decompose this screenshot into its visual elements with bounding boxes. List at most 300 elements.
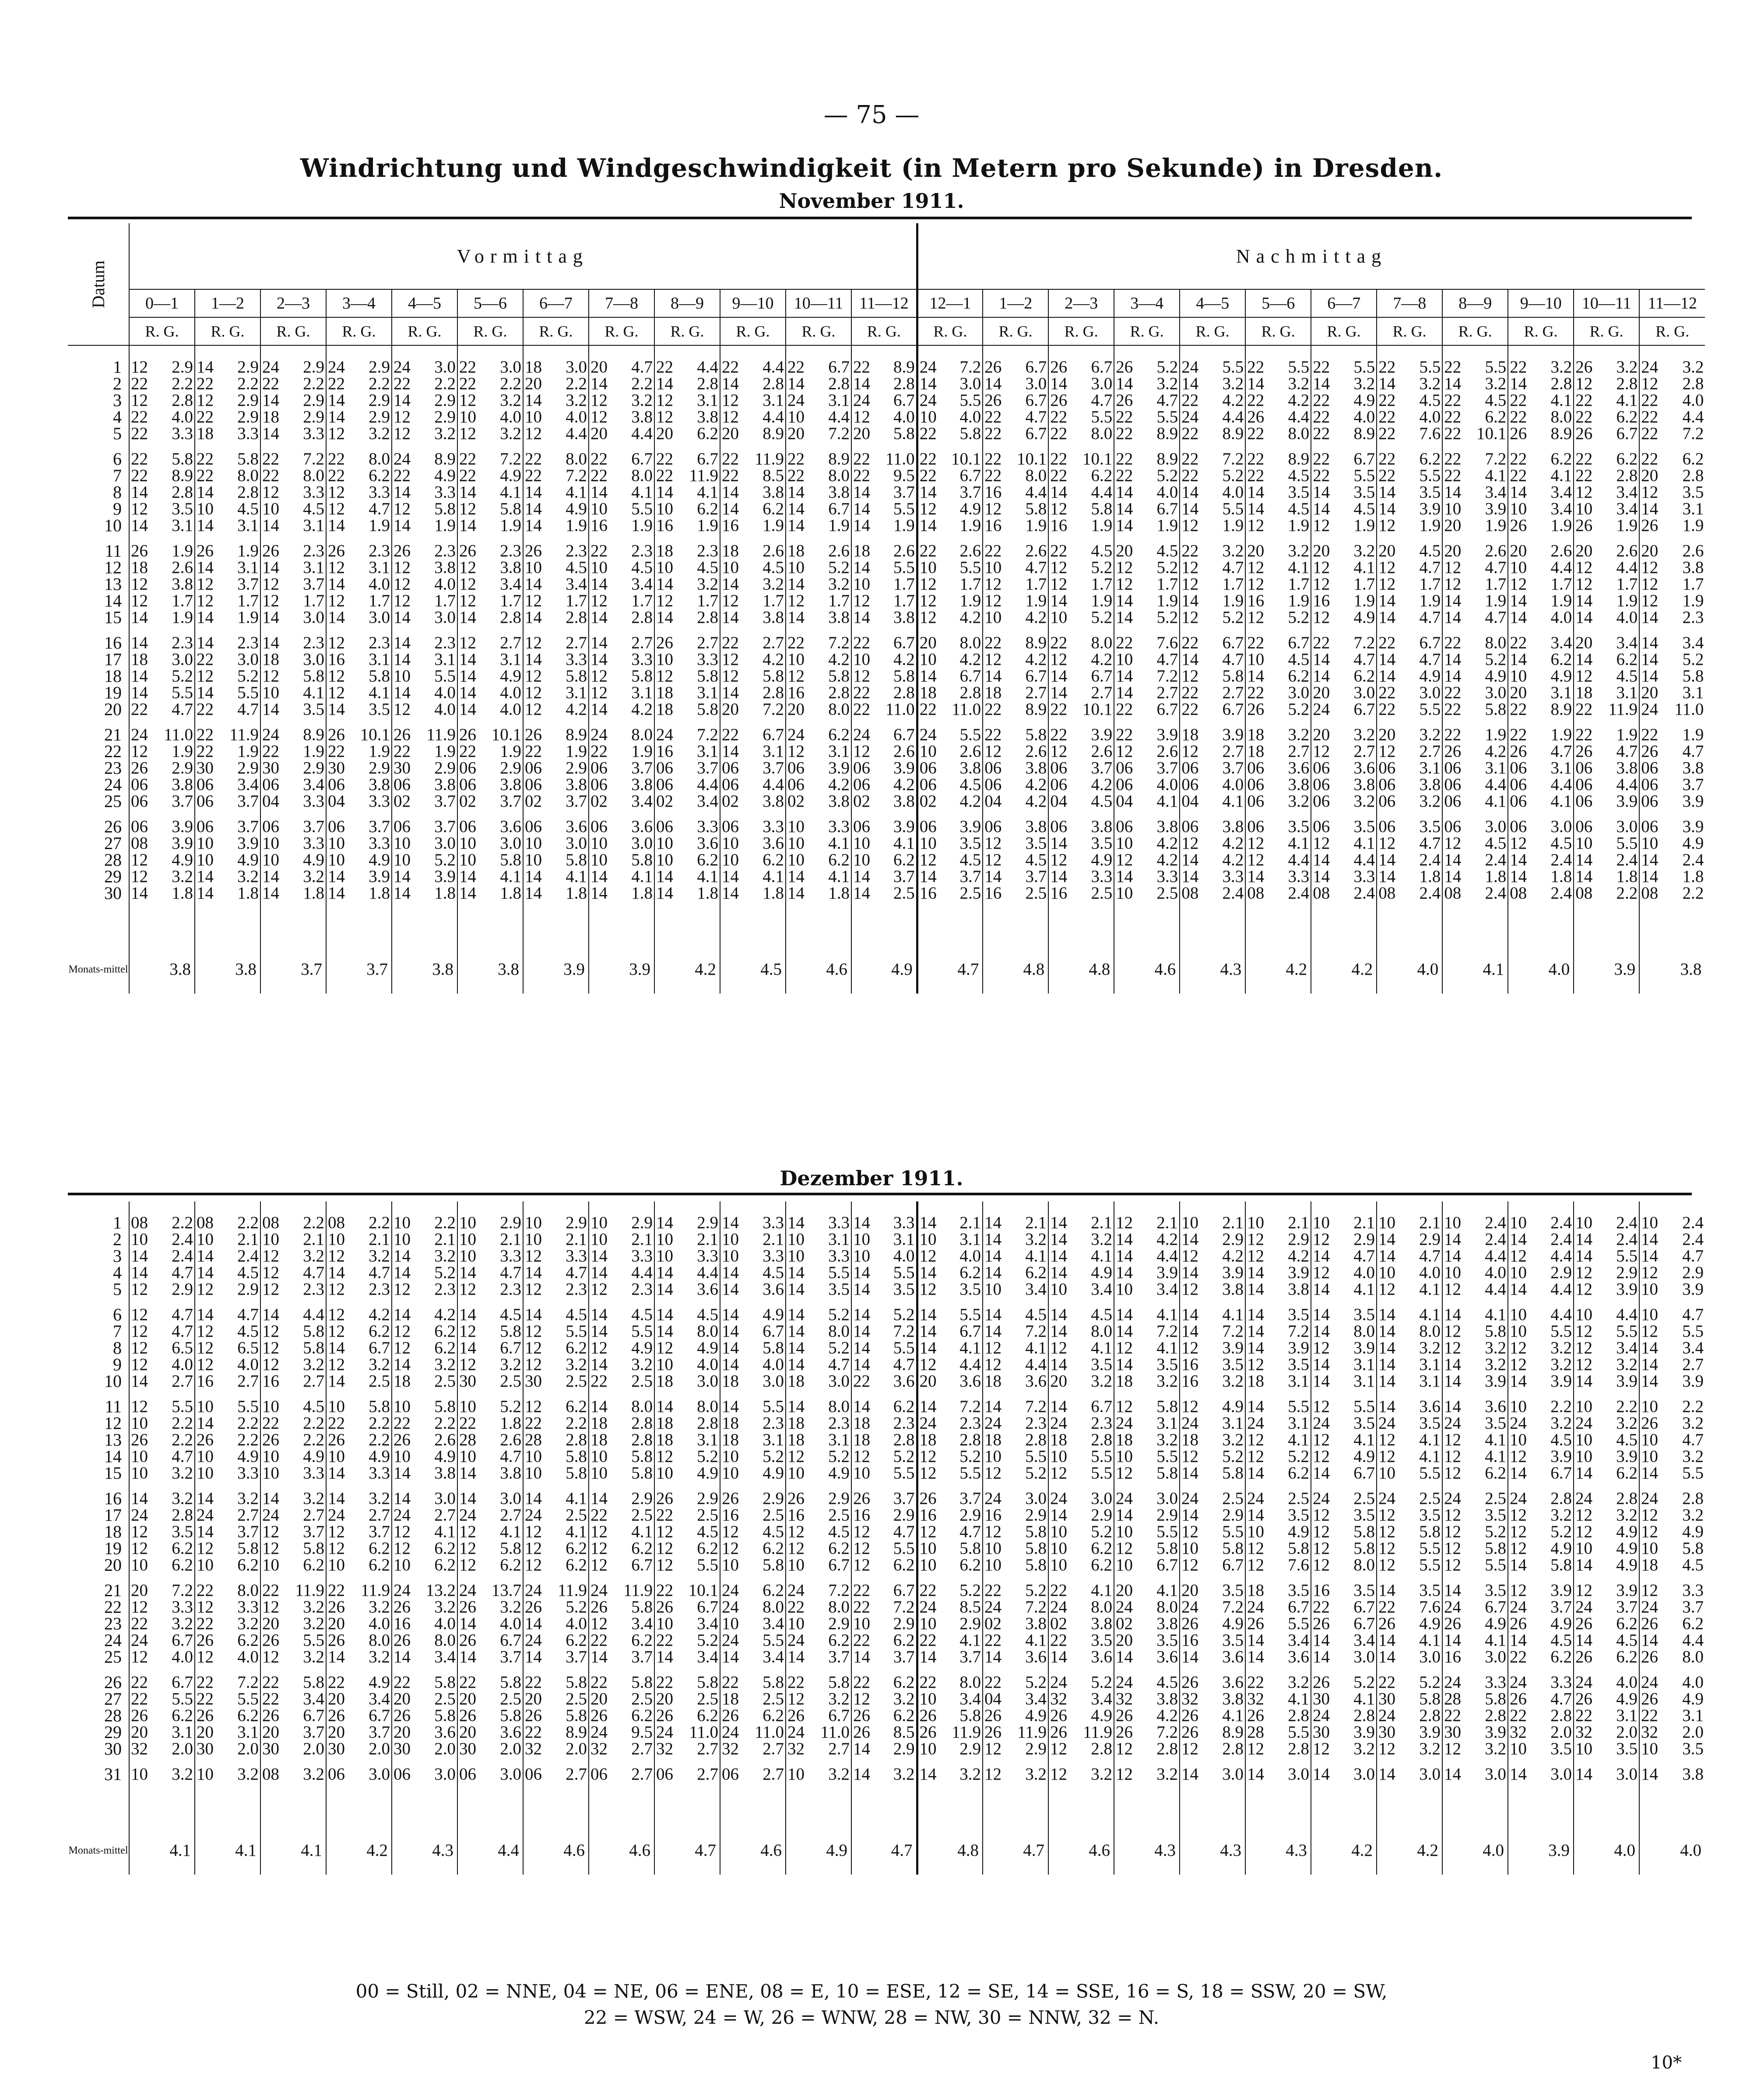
speed-cell: 5.5 [1222, 501, 1244, 517]
speed-cell: 3.6 [434, 1724, 456, 1741]
speed-cell: 2.8 [1222, 1741, 1244, 1757]
speed-cell: 5.2 [959, 1582, 981, 1599]
direction-cell: 24 [1508, 1674, 1532, 1691]
direction-cell: 14 [1377, 1766, 1401, 1783]
speed-cell: 5.8 [1682, 668, 1704, 685]
speed-cell: 5.5 [237, 685, 259, 701]
gap-cell [1664, 534, 1705, 543]
gap-cell [326, 810, 351, 818]
speed-cell: 2.7 [237, 1507, 259, 1524]
gap-cell [1335, 1665, 1377, 1674]
direction-cell: 12 [917, 593, 942, 609]
spacer-cell [917, 345, 942, 359]
direction-cell: 22 [1442, 409, 1467, 425]
speed-cell: 2.3 [697, 543, 718, 559]
table-row [68, 727, 1705, 743]
speed-cell: 4.1 [1288, 835, 1310, 852]
speed-cell: 2.8 [828, 685, 850, 701]
speed-cell: 4.4 [1550, 1306, 1572, 1323]
speed-cell: 3.7 [828, 1649, 850, 1665]
speed-cell: 5.5 [1353, 467, 1375, 484]
speed-cell: 5.8 [631, 1599, 653, 1615]
speed-cell: 3.1 [172, 1724, 193, 1741]
gap-cell [154, 534, 195, 543]
speed-cell: 1.8 [172, 885, 193, 902]
direction-cell: 06 [1245, 760, 1270, 776]
speed-cell: 3.8 [434, 1465, 456, 1482]
speed-cell: 3.5 [1419, 818, 1441, 835]
gap-cell [1664, 1757, 1705, 1766]
direction-cell: 14 [260, 868, 285, 885]
direction-cell: 26 [720, 1490, 745, 1507]
gap-cell [1335, 1298, 1377, 1306]
speed-cell: 8.9 [1025, 701, 1047, 718]
direction-cell: 24 [786, 727, 810, 743]
spacer-cell [810, 1201, 851, 1215]
speed-cell: 6.7 [1091, 668, 1113, 685]
speed-cell: 6.7 [631, 1557, 653, 1573]
gap-cell [1639, 1482, 1664, 1490]
table-row [68, 1582, 1705, 1599]
speed-cell: 5.5 [172, 1691, 193, 1707]
direction-cell: 12 [589, 685, 613, 701]
speed-cell: 6.2 [1288, 668, 1310, 685]
direction-cell: 04 [983, 793, 1007, 810]
speed-cell: 4.5 [303, 1398, 324, 1415]
direction-cell: 12 [983, 1766, 1007, 1783]
speed-cell: 3.8 [1222, 1281, 1244, 1298]
direction-cell: 14 [786, 484, 810, 501]
direction-cell: 24 [1574, 1674, 1598, 1691]
direction-cell: 22 [129, 409, 154, 425]
direction-cell: 14 [720, 1306, 745, 1323]
direction-cell: 14 [1048, 868, 1073, 885]
gap-cell [1467, 442, 1508, 451]
speed-cell: 4.5 [1288, 651, 1310, 668]
speed-cell: 3.8 [500, 1465, 521, 1482]
speed-cell: 2.8 [828, 376, 850, 392]
direction-cell: 22 [851, 451, 876, 467]
speed-cell: 2.6 [1025, 743, 1047, 760]
direction-cell: 12 [654, 668, 679, 685]
speed-cell: 1.9 [1222, 517, 1244, 534]
speed-cell: 4.9 [1616, 1557, 1638, 1573]
gap-cell [457, 1390, 482, 1398]
day-number: 10 [104, 517, 122, 534]
speed-cell: 2.6 [893, 743, 915, 760]
direction-cell: 10 [195, 501, 219, 517]
direction-cell: 10 [195, 1766, 219, 1783]
spacer-cell [1180, 345, 1204, 359]
direction-cell: 14 [720, 501, 745, 517]
day-number: 29 [104, 1724, 122, 1741]
speed-cell: 1.7 [1550, 576, 1572, 593]
gap-cell [457, 1757, 482, 1766]
direction-cell: 18 [654, 1373, 679, 1390]
speed-cell: 3.2 [1485, 1356, 1506, 1373]
direction-cell: 22 [1377, 1599, 1401, 1615]
speed-cell: 4.1 [1485, 1632, 1506, 1649]
gap-cell [983, 810, 1007, 818]
speed-cell: 5.2 [1288, 609, 1310, 626]
spacer-cell [1377, 345, 1401, 359]
speed-cell: 3.2 [303, 1490, 324, 1507]
spacer-cell [876, 345, 917, 359]
speed-cell: 2.9 [500, 760, 521, 776]
direction-cell: 14 [1048, 1507, 1073, 1524]
speed-cell: 4.5 [1156, 1674, 1178, 1691]
speed-cell: 2.2 [566, 1415, 587, 1432]
spacer-cell [1048, 902, 1073, 945]
direction-cell: 14 [1377, 593, 1401, 609]
direction-cell: 12 [1114, 1215, 1139, 1231]
day-number: 11 [105, 543, 122, 559]
direction-cell: 14 [523, 1306, 548, 1323]
direction-cell: 22 [326, 743, 351, 760]
direction-cell: 32 [1048, 1691, 1073, 1707]
gap-cell [1139, 810, 1180, 818]
direction-cell: 06 [1508, 760, 1532, 776]
direction-cell: 10 [983, 1540, 1007, 1557]
direction-cell: 14 [260, 517, 285, 534]
gap-cell [285, 718, 326, 727]
direction-cell: 28 [523, 1432, 548, 1448]
direction-cell: 26 [129, 1707, 154, 1724]
speed-cell: 1.9 [1485, 727, 1507, 743]
speed-cell: 4.5 [1419, 543, 1441, 559]
direction-cell: 10 [1508, 668, 1532, 685]
gap-cell [589, 1665, 613, 1674]
direction-cell: 14 [260, 701, 285, 718]
gap-cell [679, 718, 720, 727]
speed-cell: 5.8 [1156, 1540, 1178, 1557]
direction-cell: 22 [260, 451, 285, 467]
speed-cell: 3.7 [303, 818, 324, 835]
rg-header: R. G. [851, 317, 917, 345]
speed-cell: 3.0 [434, 835, 456, 852]
gap-cell [195, 1482, 219, 1490]
gap-cell [1114, 718, 1139, 727]
speed-cell: 6.2 [1091, 467, 1113, 484]
direction-cell: 10 [786, 1557, 810, 1573]
speed-cell: 3.2 [369, 1248, 390, 1264]
gap-cell [810, 626, 851, 635]
direction-cell: 14 [1639, 668, 1664, 685]
speed-cell: 3.3 [893, 1215, 915, 1231]
speed-cell: 3.2 [1222, 1373, 1244, 1390]
gap-cell [1664, 1482, 1705, 1490]
direction-cell: 26 [1245, 409, 1270, 425]
speed-cell: 6.2 [631, 1707, 653, 1724]
direction-cell: 12 [1245, 1231, 1270, 1248]
direction-cell: 30 [1377, 1691, 1401, 1707]
gap-cell [1598, 810, 1639, 818]
direction-cell: 22 [195, 409, 219, 425]
direction-cell: 12 [523, 685, 548, 701]
direction-cell: 12 [1442, 1524, 1467, 1540]
speed-cell: 10.1 [688, 1582, 718, 1599]
direction-cell: 12 [1639, 1507, 1664, 1524]
speed-cell: 2.2 [172, 1215, 193, 1231]
speed-cell: 5.8 [697, 668, 718, 685]
direction-cell: 12 [786, 1691, 810, 1707]
speed-cell: 2.5 [763, 1691, 784, 1707]
direction-cell: 10 [654, 852, 679, 868]
speed-cell: 2.8 [566, 1432, 587, 1448]
table-row [68, 451, 1705, 467]
direction-cell: 22 [1508, 451, 1532, 467]
speed-cell: 4.9 [237, 1448, 259, 1465]
speed-cell: 2.1 [303, 1231, 324, 1248]
speed-cell: 3.0 [1550, 1766, 1572, 1783]
direction-cell: 26 [1048, 392, 1073, 409]
direction-cell: 22 [1311, 635, 1335, 651]
speed-cell: 8.0 [828, 1323, 850, 1340]
direction-cell: 14 [1442, 376, 1467, 392]
speed-cell: 6.7 [369, 1340, 390, 1356]
direction-cell: 06 [654, 818, 679, 835]
speed-cell: 1.7 [369, 593, 390, 609]
speed-cell: 4.5 [1025, 852, 1047, 868]
direction-cell: 14 [1442, 1231, 1467, 1248]
speed-cell: 8.0 [631, 1398, 653, 1415]
speed-cell: 3.7 [237, 1524, 259, 1540]
speed-cell: 3.5 [1353, 1507, 1375, 1524]
speed-cell: 2.7 [369, 1507, 390, 1524]
speed-cell: 2.5 [434, 1373, 456, 1390]
legend-line-2: 22 = WSW, 24 = W, 26 = WNW, 28 = NW, 30 = NNW, 32 = N. [583, 2007, 1160, 2028]
direction-cell: 22 [392, 1415, 416, 1432]
speed-cell: 3.4 [500, 576, 521, 593]
table-row [68, 1231, 1705, 1248]
day-number: 11 [105, 1398, 122, 1415]
speed-cell: 8.5 [959, 1599, 981, 1615]
speed-cell: 3.3 [500, 1248, 521, 1264]
speed-cell: 3.5 [1419, 1507, 1441, 1524]
direction-cell: 10 [1114, 1281, 1139, 1298]
speed-cell: 3.2 [1222, 1432, 1244, 1448]
speed-cell: 2.2 [500, 376, 521, 392]
direction-cell: 14 [1442, 1766, 1467, 1783]
direction-cell: 12 [917, 609, 942, 626]
speed-cell: 3.8 [1025, 1615, 1047, 1632]
direction-cell: 14 [1114, 484, 1139, 501]
direction-cell: 14 [326, 885, 351, 902]
speed-cell: 3.9 [1222, 1264, 1244, 1281]
direction-cell: 22 [1508, 701, 1532, 718]
speed-cell: 3.3 [237, 425, 259, 442]
direction-cell: 26 [457, 1599, 482, 1615]
speed-cell: 5.8 [1353, 1524, 1375, 1540]
speed-cell: 2.7 [1222, 685, 1244, 701]
direction-cell: 12 [326, 668, 351, 685]
direction-cell: 06 [1377, 793, 1401, 810]
direction-cell: 14 [1377, 1398, 1401, 1415]
speed-cell: 3.2 [303, 1649, 324, 1665]
gap-cell [876, 626, 917, 635]
direction-cell: 22 [1639, 392, 1664, 409]
speed-cell: 3.2 [828, 1691, 850, 1707]
speed-cell: 6.2 [434, 1540, 456, 1557]
speed-cell: 5.8 [500, 1323, 521, 1340]
speed-cell: 1.8 [1616, 868, 1638, 885]
speed-cell: 1.7 [237, 593, 259, 609]
direction-cell: 24 [392, 1582, 416, 1599]
direction-cell: 12 [1377, 743, 1401, 760]
day-number: 16 [104, 635, 122, 651]
speed-cell: 3.2 [1025, 1231, 1047, 1248]
direction-cell: 14 [457, 1615, 482, 1632]
speed-cell: 2.8 [697, 376, 718, 392]
spacer-cell [1007, 345, 1048, 359]
spacer-cell [589, 1783, 613, 1826]
direction-cell: 14 [1508, 1281, 1532, 1298]
speed-cell: 11.9 [1608, 701, 1638, 718]
direction-cell: 06 [1180, 818, 1204, 835]
direction-cell: 22 [720, 467, 745, 484]
direction-cell: 14 [851, 1264, 876, 1281]
direction-cell: 24 [786, 1724, 810, 1741]
direction-cell: 12 [1508, 1507, 1532, 1524]
direction-cell: 20 [589, 1691, 613, 1707]
direction-cell: 22 [1377, 1674, 1401, 1691]
gap-cell [983, 534, 1007, 543]
spacer-cell [1270, 902, 1311, 945]
speed-cell: 6.7 [1288, 635, 1310, 651]
direction-cell: 26 [392, 1632, 416, 1649]
direction-cell: 22 [917, 451, 942, 467]
speed-cell: 3.1 [1419, 1356, 1441, 1373]
direction-cell: 12 [1114, 852, 1139, 868]
speed-cell: 4.5 [1353, 501, 1375, 517]
speed-cell: 2.8 [1616, 1490, 1638, 1507]
direction-cell: 14 [720, 1215, 745, 1231]
speed-cell: 3.5 [1091, 1632, 1112, 1649]
speed-cell: 4.1 [1419, 1281, 1441, 1298]
gap-cell [195, 1298, 219, 1306]
direction-cell: 12 [851, 668, 876, 685]
gap-cell [351, 810, 392, 818]
speed-cell: 3.3 [763, 1248, 784, 1264]
direction-cell: 10 [457, 1248, 482, 1264]
direction-cell: 22 [917, 1674, 942, 1691]
direction-cell: 12 [720, 593, 745, 609]
speed-cell: 3.0 [697, 1373, 718, 1390]
speed-cell: 4.1 [828, 835, 850, 852]
speed-cell: 5.8 [763, 668, 784, 685]
direction-cell: 10 [1574, 1741, 1598, 1757]
direction-cell: 14 [457, 1340, 482, 1356]
direction-cell: 22 [720, 727, 745, 743]
speed-cell: 5.8 [1485, 1691, 1506, 1707]
speed-cell: 3.0 [369, 1766, 390, 1783]
direction-cell: 02 [917, 793, 942, 810]
direction-cell: 32 [1114, 1691, 1139, 1707]
speed-cell: 5.8 [303, 1340, 324, 1356]
gap-cell [1335, 1757, 1377, 1766]
direction-cell: 06 [523, 776, 548, 793]
gap-cell [745, 1573, 786, 1582]
speed-cell: 2.8 [172, 1507, 193, 1524]
speed-cell: 4.1 [1419, 1632, 1441, 1649]
speed-cell: 5.5 [1419, 467, 1441, 484]
speed-cell: 5.8 [1419, 1524, 1441, 1540]
speed-cell: 4.5 [237, 501, 259, 517]
direction-cell: 14 [720, 484, 745, 501]
gap-cell [1311, 810, 1335, 818]
gap-cell [1574, 718, 1598, 727]
direction-cell: 10 [1114, 1524, 1139, 1540]
direction-cell: 10 [1508, 501, 1532, 517]
direction-cell: 24 [392, 451, 416, 467]
direction-cell: 12 [1048, 1465, 1073, 1482]
direction-cell: 26 [1180, 1615, 1204, 1632]
direction-cell: 12 [1377, 517, 1401, 534]
spacer-cell [745, 1201, 786, 1215]
gap-cell [285, 1298, 326, 1306]
direction-cell: 14 [1311, 1306, 1335, 1323]
gap-cell [195, 1573, 219, 1582]
speed-cell: 5.5 [893, 559, 915, 576]
direction-cell: 06 [1574, 760, 1598, 776]
direction-cell: 26 [1311, 1674, 1335, 1691]
speed-cell: 10.1 [1476, 425, 1507, 442]
direction-cell: 20 [1114, 543, 1139, 559]
direction-cell: 20 [1311, 543, 1335, 559]
speed-cell: 4.1 [566, 1490, 587, 1507]
speed-cell: 4.0 [1682, 1674, 1704, 1691]
spacer-cell [1598, 1783, 1639, 1826]
spacer-cell [1442, 345, 1467, 359]
hour-header: 5—6 [457, 289, 523, 317]
direction-cell: 26 [129, 1432, 154, 1448]
speed-cell: 2.3 [959, 1415, 981, 1432]
direction-cell: 12 [1114, 1766, 1139, 1783]
table-row [68, 668, 1705, 685]
direction-cell: 06 [326, 1766, 351, 1783]
direction-cell: 14 [1245, 1507, 1270, 1524]
hour-header: 7—8 [1377, 289, 1442, 317]
direction-cell: 10 [786, 1248, 810, 1264]
speed-cell: 1.9 [893, 517, 915, 534]
speed-cell: 6.2 [566, 1540, 587, 1557]
speed-cell: 3.3 [237, 1465, 259, 1482]
direction-cell: 20 [129, 1582, 154, 1599]
speed-cell: 3.2 [1288, 543, 1310, 559]
spacer-cell [68, 902, 129, 945]
direction-cell: 10 [1639, 1540, 1664, 1557]
table-row [68, 609, 1705, 626]
spacer-row [68, 345, 1705, 359]
speed-cell: 4.5 [697, 1306, 718, 1323]
speed-cell: 4.1 [893, 835, 915, 852]
direction-cell: 12 [1639, 1582, 1664, 1599]
direction-cell: 10 [457, 835, 482, 852]
speed-cell: 2.8 [697, 609, 718, 626]
speed-cell: 4.5 [1550, 1632, 1572, 1649]
direction-cell: 22 [983, 1674, 1007, 1691]
direction-cell: 10 [720, 1231, 745, 1248]
gap-cell [1639, 626, 1664, 635]
direction-cell: 12 [1311, 1398, 1335, 1415]
direction-cell: 10 [195, 852, 219, 868]
direction-cell: 10 [786, 559, 810, 576]
gap-cell [786, 1390, 810, 1398]
speed-cell: 6.2 [1616, 451, 1638, 467]
direction-cell: 20 [786, 425, 810, 442]
speed-cell: 8.0 [697, 1323, 718, 1340]
direction-cell: 14 [917, 1340, 942, 1356]
